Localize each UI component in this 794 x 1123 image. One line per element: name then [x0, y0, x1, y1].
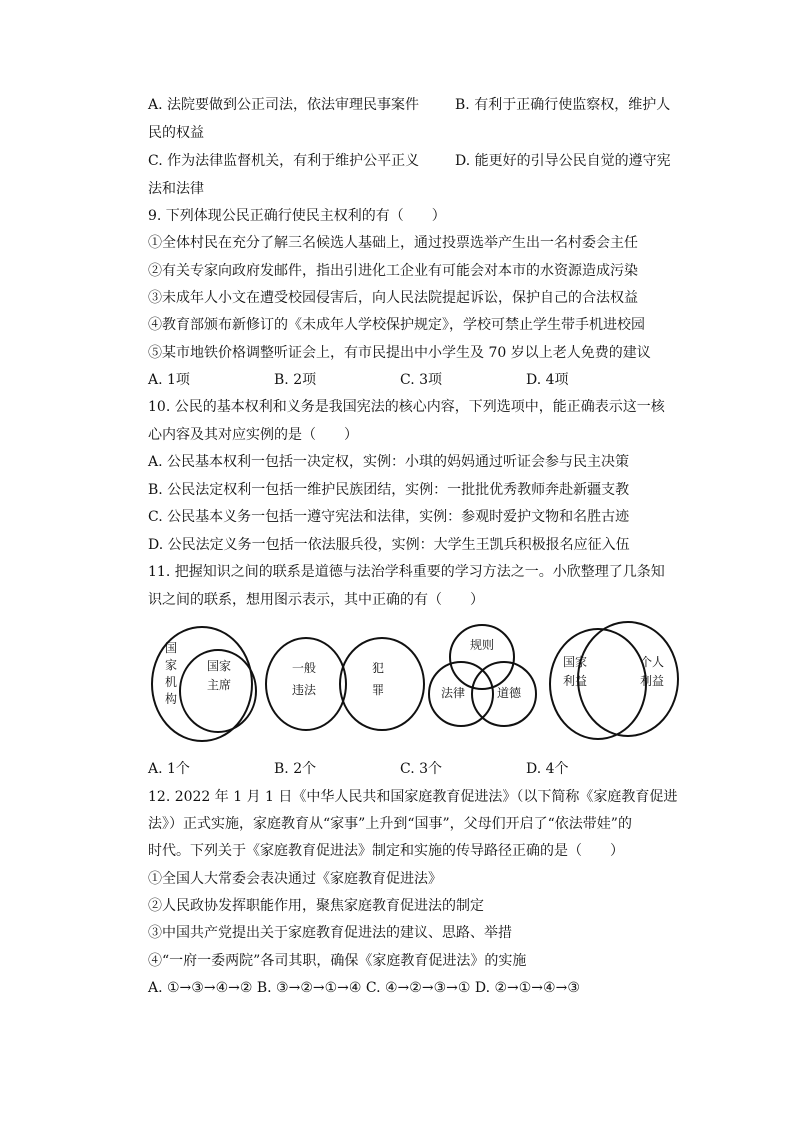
- q11-option-c: C. 3个: [400, 761, 443, 777]
- d2-right-label-2: 罪: [372, 683, 385, 697]
- q11-option-d: D. 4个: [526, 761, 569, 777]
- prev-option-a: A. 法院要做到公正司法，依法审理民事案件: [148, 97, 420, 113]
- q12-item-3: ③中国共产党提出关于家庭教育促进法的建议、思路、举措: [148, 925, 512, 941]
- q10-option-d: D. 公民法定义务一包括一依法服兵役，实例：大学生王凯兵积极报名应征入伍: [148, 537, 630, 553]
- q9-stem: 9. 下列体现公民正确行使民主权利的有（ ）: [148, 208, 446, 224]
- q12-item-4: ④“一府一委两院”各司其职，确保《家庭教育促进法》的实施: [148, 953, 527, 969]
- q11-option-a: A. 1个: [148, 761, 190, 777]
- q9-item-1: ①全体村民在充分了解三名候选人基础上，通过投票选举产生出一名村委会主任: [148, 235, 638, 251]
- q12-item-1: ①全国人大常委会表决通过《家庭教育促进法》: [148, 871, 442, 887]
- d1-outer-label-4: 构: [165, 692, 178, 706]
- d4-right-label-2: 利益: [640, 674, 665, 688]
- q11-stem-line-2: 识之间的联系，想用图示表示，其中正确的有（ ）: [148, 592, 484, 608]
- q10-stem-line-1: 10. 公民的基本权利和义务是我国宪法的核心内容，下列选项中，能正确表示这一核: [148, 399, 665, 415]
- q10-option-b: B. 公民法定权利一包括一维护民族团结，实例：一批批优秀教师奔赴新疆支教: [148, 482, 630, 498]
- d4-left-label-1: 国家: [563, 655, 588, 669]
- q10-option-c: C. 公民基本义务一包括一遵守宪法和法律，实例：参观时爱护文物和名胜古迹: [148, 509, 630, 525]
- q11-stem-line-1: 11. 把握知识之间的联系是道德与法治学科重要的学习方法之一。小欣整理了几条知: [148, 564, 665, 580]
- prev-option-d: D. 能更好的引导公民自觉的遵守宪: [455, 153, 671, 169]
- prev-option-b: B. 有利于正确行使监察权，维护人: [455, 97, 671, 113]
- q10-option-a: A. 公民基本权利一包括一决定权，实例：小琪的妈妈通过听证会参与民主决策: [148, 454, 630, 470]
- d1-outer-label-3: 机: [165, 675, 178, 689]
- d4-right-label-1: 个人: [640, 655, 665, 669]
- d3-top-circle: [450, 625, 514, 689]
- q9-item-3: ③未成年人小文在遭受校园侵害后，向人民法院提起诉讼，保护自己的合法权益: [148, 290, 638, 306]
- q9-option-d: D. 4项: [526, 372, 569, 388]
- q12-stem-line-3: 时代。下列关于《家庭教育促进法》制定和实施的传导路径正确的是（ ）: [148, 843, 624, 859]
- q9-option-b: B. 2项: [274, 372, 317, 388]
- d3-label-rule: 规则: [470, 638, 495, 652]
- prev-option-c: C. 作为法律监督机关，有利于维护公平正义: [148, 153, 420, 169]
- d1-inner-label-1: 国家: [207, 659, 232, 673]
- d2-right-label-1: 犯: [372, 661, 385, 675]
- d3-label-morality: 道德: [497, 686, 522, 700]
- d1-inner-label-2: 主席: [207, 678, 232, 692]
- q9-item-4: ④教育部颁布新修订的《未成年人学校保护规定》，学校可禁止学生带手机进校园: [148, 317, 645, 333]
- q10-stem-line-2: 心内容及其对应实例的是（ ）: [148, 427, 358, 443]
- d1-outer-label-1: 国: [165, 641, 178, 655]
- q12-stem-line-1: 12. 2022 年 1 月 1 日《中华人民共和国家庭教育促进法》（以下简称《家庭教育促进: [148, 789, 678, 805]
- q11-option-b: B. 2个: [274, 761, 317, 777]
- q9-option-a: A. 1项: [148, 372, 190, 388]
- q12-options: A. ①→③→④→② B. ③→②→①→④ C. ④→②→③→① D. ②→①→④→③: [148, 980, 580, 996]
- q12-stem-line-2: 法》）正式实施，家庭教育从“家事”上升到“国事”，父母们开启了“依法带娃”的: [148, 816, 632, 832]
- q9-option-c: C. 3项: [400, 372, 443, 388]
- q9-item-2: ②有关专家向政府发邮件，指出引进化工企业有可能会对本市的水资源造成污染: [148, 263, 638, 279]
- prev-option-b-continued: 民的权益: [148, 125, 204, 141]
- d1-outer-label-2: 家: [165, 658, 178, 672]
- q9-item-5: ⑤某市地铁价格调整听证会上，有市民提出中小学生及 70 岁以上老人免费的建议: [148, 345, 651, 361]
- q12-item-2: ②人民政协发挥职能作用，聚焦家庭教育促进法的制定: [148, 898, 484, 914]
- q11-venn-diagrams: [145, 616, 685, 752]
- d3-label-law: 法律: [441, 686, 466, 700]
- d4-left-label-2: 利益: [563, 674, 588, 688]
- d2-left-label-2: 违法: [292, 683, 317, 697]
- prev-option-d-continued: 法和法律: [148, 181, 204, 197]
- d2-left-label-1: 一般: [292, 661, 317, 675]
